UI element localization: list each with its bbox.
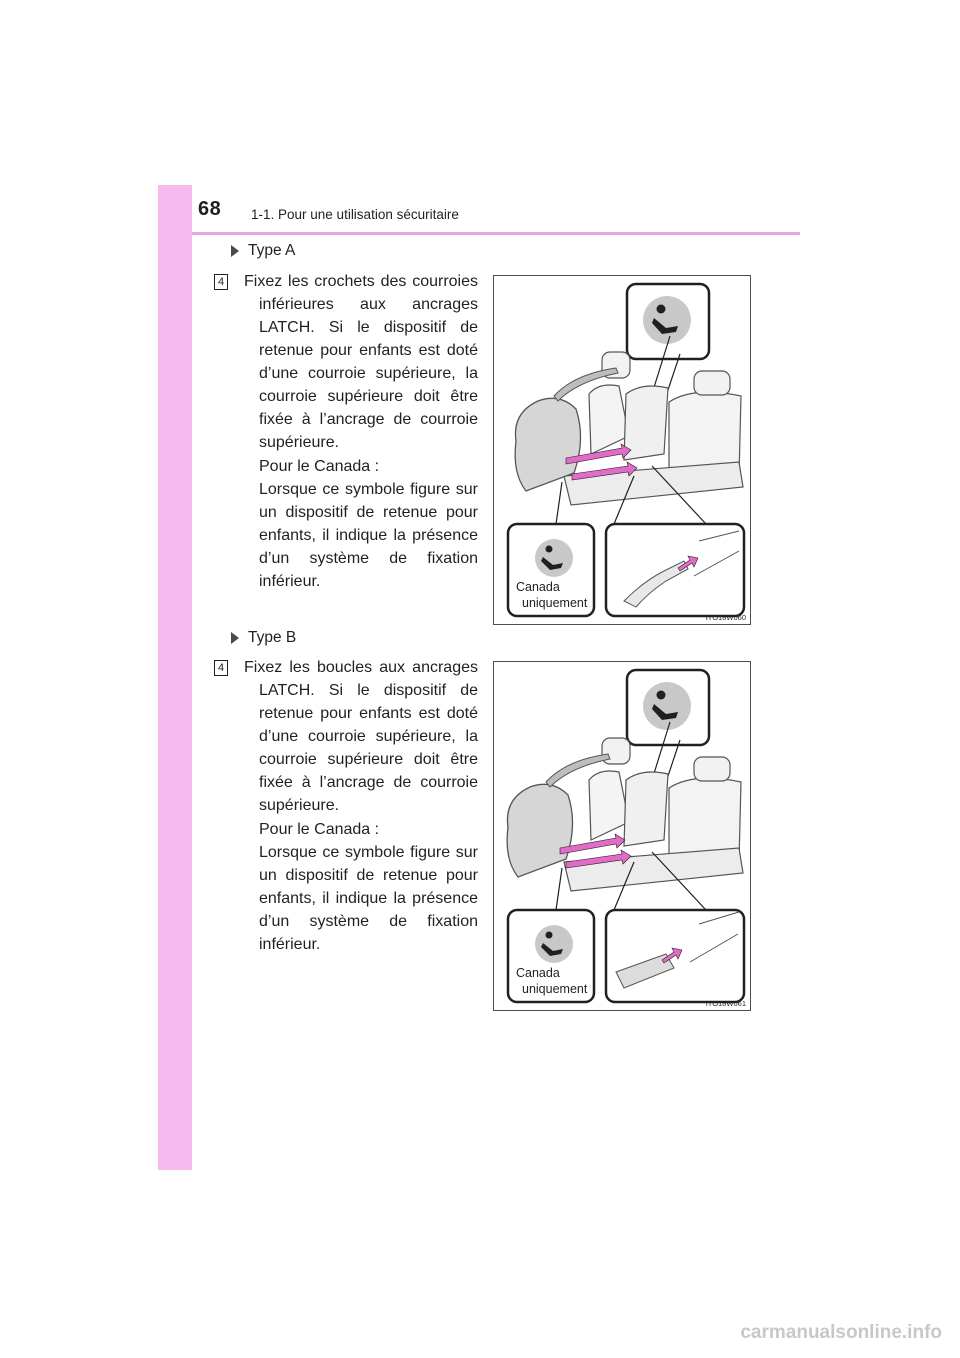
step-4-badge-a: 4 [214, 274, 228, 290]
child-seat-symbol-icon [643, 682, 691, 730]
chapter-sidebar-tab [158, 185, 192, 1170]
figure-type-a [493, 275, 751, 625]
type-b-canada-text: Lorsque ce symbole figure sur un dispositif de retenue pour enfants, il indique la présence d’un système de fixation inférieur. [259, 844, 478, 953]
type-b-canada-heading: Pour le Canada : [259, 821, 380, 838]
seat-illustration-b [494, 662, 750, 1010]
footer-watermark: carmanualsonline.info [740, 1322, 942, 1343]
arrow-right-icon [231, 632, 239, 644]
figure-id-a: ITO18W060 [705, 613, 746, 622]
type-b-text: Fixez les boucles aux ancrages LATCH. Si le dispositif de retenue pour enfants est doté d’une courroie supérieure, la courroie supérieure doit être fixée à l’ancrage de courroie supérieure. [244, 659, 478, 814]
figure-id-b: ITO18W061 [705, 999, 746, 1008]
type-a-instruction [244, 270, 478, 454]
type-a-heading [231, 242, 295, 260]
step-4-badge-b: 4 [214, 660, 228, 676]
type-a-canada-text: Lorsque ce symbole figure sur un dispositif de retenue pour enfants, il indique la présence d’un système de fixation inférieur. [259, 481, 478, 590]
header-rule [192, 232, 800, 235]
figure-type-b [493, 661, 751, 1011]
seat-illustration-a [494, 276, 750, 624]
canada-line1: Canada [516, 966, 560, 980]
arrow-right-icon [231, 245, 239, 257]
type-a-text: Fixez les crochets des courroies inférieures aux ancrages LATCH. Si le dispositif de retenue pour enfants est doté d’une courroie supérieure, la courroie supérieure doit être fixée à l’ancrage de courroie supérieure. [244, 273, 478, 451]
type-b-canada-note [259, 818, 478, 956]
type-a-canada-heading: Pour le Canada : [259, 458, 380, 475]
section-title: 1-1. Pour une utilisation sécuritaire [251, 207, 459, 222]
canada-only-label-a [516, 579, 587, 611]
page-number: 68 [198, 198, 222, 220]
canada-line2: uniquement [522, 982, 588, 996]
type-a-label: Type A [248, 242, 296, 259]
canada-line2: uniquement [522, 596, 588, 610]
type-a-canada-note [259, 455, 478, 593]
child-seat-symbol-icon [643, 296, 691, 344]
type-b-heading [231, 629, 296, 647]
canada-line1: Canada [516, 580, 560, 594]
canada-only-label-b [516, 965, 587, 997]
type-b-label: Type B [248, 629, 297, 646]
type-b-instruction [244, 656, 478, 817]
